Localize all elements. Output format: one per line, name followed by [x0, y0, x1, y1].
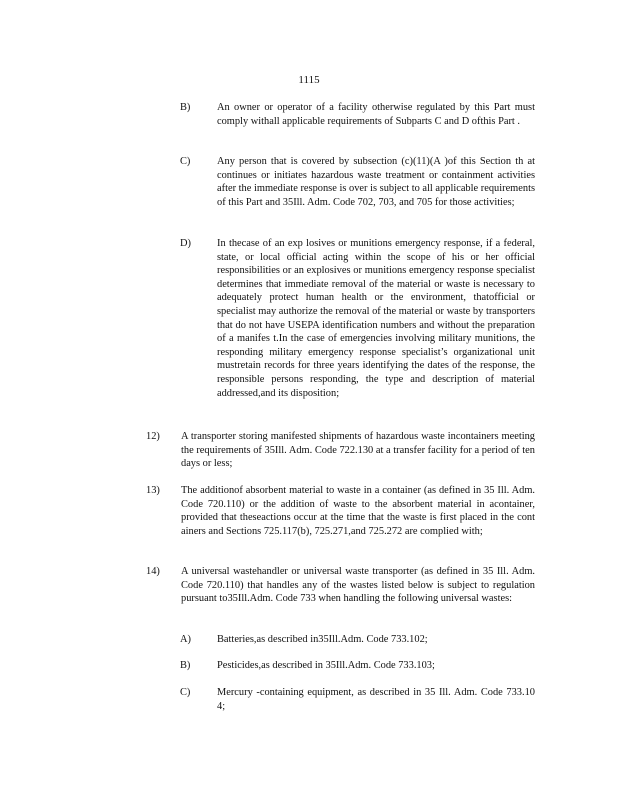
item-text: Batteries,as described in35Ill.Adm. Code 733.102;	[217, 634, 428, 645]
item-label: 14)	[146, 566, 160, 577]
item-text: Any person that is covered by subsection (c)(11)(A )of this Section th at continues or initiates hazardous waste treatment or containment activities after the immediate response is over is subject to all applicable requirements of this Part and 35Ill. Adm. Code 702, 703, and 705 for those activities;	[217, 156, 535, 208]
item-label: A)	[180, 634, 191, 645]
item-label: 13)	[146, 485, 160, 496]
page-number: 1115	[298, 74, 320, 86]
item-text: The additionof absorbent material to waste in a container (as defined in 35 Ill. Adm. Code 720.110) or the addition of waste to the absorbent material in acontainer, provided that theseactions occur at the time that the waste is first placed in the cont ainers and Sections 725.117(b), 725.271,and 725.272 are complied with;	[181, 485, 535, 537]
item-text: A universal wastehandler or universal waste transporter (as defined in 35 Ill. Adm. Code 720.110) that handles any of the wastes listed below is subject to regulation pursuant to35Ill.Adm. Code 733 when handling the following universal wastes:	[181, 566, 535, 605]
item-label: C)	[180, 156, 191, 167]
item-text: Mercury -containing equipment, as described in 35 Ill. Adm. Code 733.10 4;	[217, 687, 535, 712]
item-text: A transporter storing manifested shipments of hazardous waste incontainers meeting the requirements of 35Ill. Adm. Code 722.130 at a transfer facility for a period of ten days or less;	[181, 431, 535, 470]
item-label: 12)	[146, 431, 160, 442]
item-label: B)	[180, 102, 191, 113]
item-text: An owner or operator of a facility otherwise regulated by this Part must comply withall applicable requirements of Subparts C and D ofthis Part .	[217, 102, 535, 127]
item-label: B)	[180, 660, 191, 671]
item-label: D)	[180, 238, 191, 249]
item-text: In thecase of an exp losives or munitions emergency response, if a federal, state, or local official acting within the scope of his or her official responsibilities or an explosives or munitions emergency response specialist determines that immediate removal of the material or waste is necessary to adequately protect human health or the environment, thatofficial or specialist may authorize the removal of the material or waste by transporters that do not have USEPA identification numbers and without the preparation of a manifes t.In the case of emergencies involving military munitions, the responding military emergency response specialist’s organizational unit mustretain records for three years identifying the dates of the response, the responsible persons responding, the type and description of material addressed,and its disposition;	[217, 238, 535, 399]
item-text: Pesticides,as described in 35Ill.Adm. Code 733.103;	[217, 660, 435, 671]
item-label: C)	[180, 687, 191, 698]
